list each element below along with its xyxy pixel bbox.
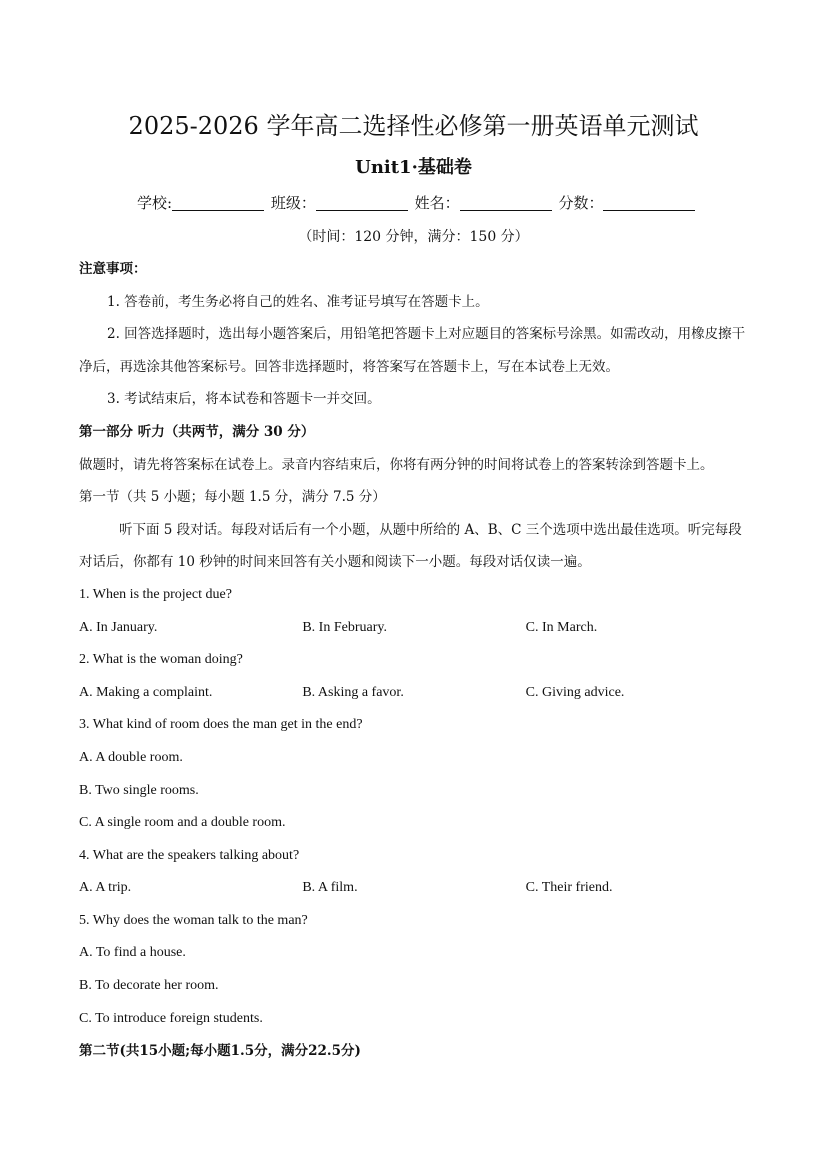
name-blank — [460, 194, 552, 211]
question: 5. Why does the woman talk to the man? — [79, 912, 308, 928]
option-a: A. In January. — [79, 619, 158, 635]
document-subtitle: Unit1·基础卷 — [355, 157, 472, 178]
school-blank — [172, 194, 264, 211]
student-info-line — [137, 192, 697, 213]
notice-item: 3. 考试结束后，将本试卷和答题卡一并交回。 — [107, 391, 381, 408]
question: 4. What are the speakers talking about? — [79, 847, 300, 863]
option-b: B. A film. — [302, 880, 358, 896]
question: 3. What kind of room does the man get in the end? — [79, 717, 363, 733]
option-a: A. A trip. — [79, 880, 132, 896]
option-c: C. To introduce foreign students. — [79, 1010, 263, 1026]
notice-item: 1. 答卷前，考生务必将自己的姓名、准考证号填写在答题卡上。 — [107, 293, 489, 310]
options-row — [79, 872, 749, 905]
notice-heading: 注意事项： — [79, 261, 147, 277]
option-a: A. To find a house. — [79, 945, 186, 961]
options-row — [79, 612, 749, 645]
question: 2. What is the woman doing? — [79, 652, 243, 668]
option-c: C. Their friend. — [525, 880, 613, 896]
name-label: 姓名： — [414, 194, 460, 212]
option-b: B. Two single rooms. — [79, 782, 199, 798]
question: 1. When is the project due? — [79, 586, 232, 602]
time-info: （时间：120 分钟，满分：150 分） — [298, 229, 529, 245]
document-body — [79, 253, 749, 1068]
option-c: C. Giving advice. — [525, 684, 625, 700]
score-label: 分数： — [558, 194, 604, 212]
section1-heading: 第一节（共 5 小题；每小题 1.5 分，满分 7.5 分） — [79, 489, 386, 506]
option-c: C. In March. — [525, 619, 598, 635]
options-row — [79, 677, 749, 710]
part1-intro: 做题时，请先将答案标在试卷上。录音内容结束后，你将有两分钟的时间将试卷上的答案转涂到答题卡上。 — [79, 456, 714, 473]
class-blank — [316, 194, 408, 211]
section2-heading: 第二节(共15小题;每小题1.5分，满分22.5分) — [79, 1043, 361, 1060]
part1-heading: 第一部分 听力（共两节，满分 30 分） — [79, 423, 315, 440]
score-blank — [603, 194, 695, 211]
option-a: A. A double room. — [79, 749, 183, 765]
option-b: B. In February. — [302, 619, 387, 635]
section1-directions: 听下面 5 段对话。每段对话后有一个小题，从题中所给的 A、B、C 三个选项中选出最佳选项。听完每段对话后，你都有 10 秒钟的时间来回答有关小题和阅读下一小题。每段对话仅读一遍。 — [79, 521, 742, 571]
option-b: B. Asking a favor. — [302, 684, 404, 700]
document-title: 2025-2026 学年高二选择性必修第一册英语单元测试 — [128, 112, 699, 140]
option-b: B. To decorate her room. — [79, 978, 219, 994]
option-a: A. Making a complaint. — [79, 684, 213, 700]
school-label: 学校: — [137, 194, 173, 212]
class-label: 班级： — [270, 194, 316, 212]
notice-item: 2. 回答选择题时，选出每小题答案后，用铅笔把答题卡上对应题目的答案标号涂黑。如需改动，用橡皮擦干净后，再选涂其他答案标号。回答非选择题时，将答案写在答题卡上，写在本试卷上无效。 — [79, 326, 746, 375]
option-c: C. A single room and a double room. — [79, 815, 286, 831]
